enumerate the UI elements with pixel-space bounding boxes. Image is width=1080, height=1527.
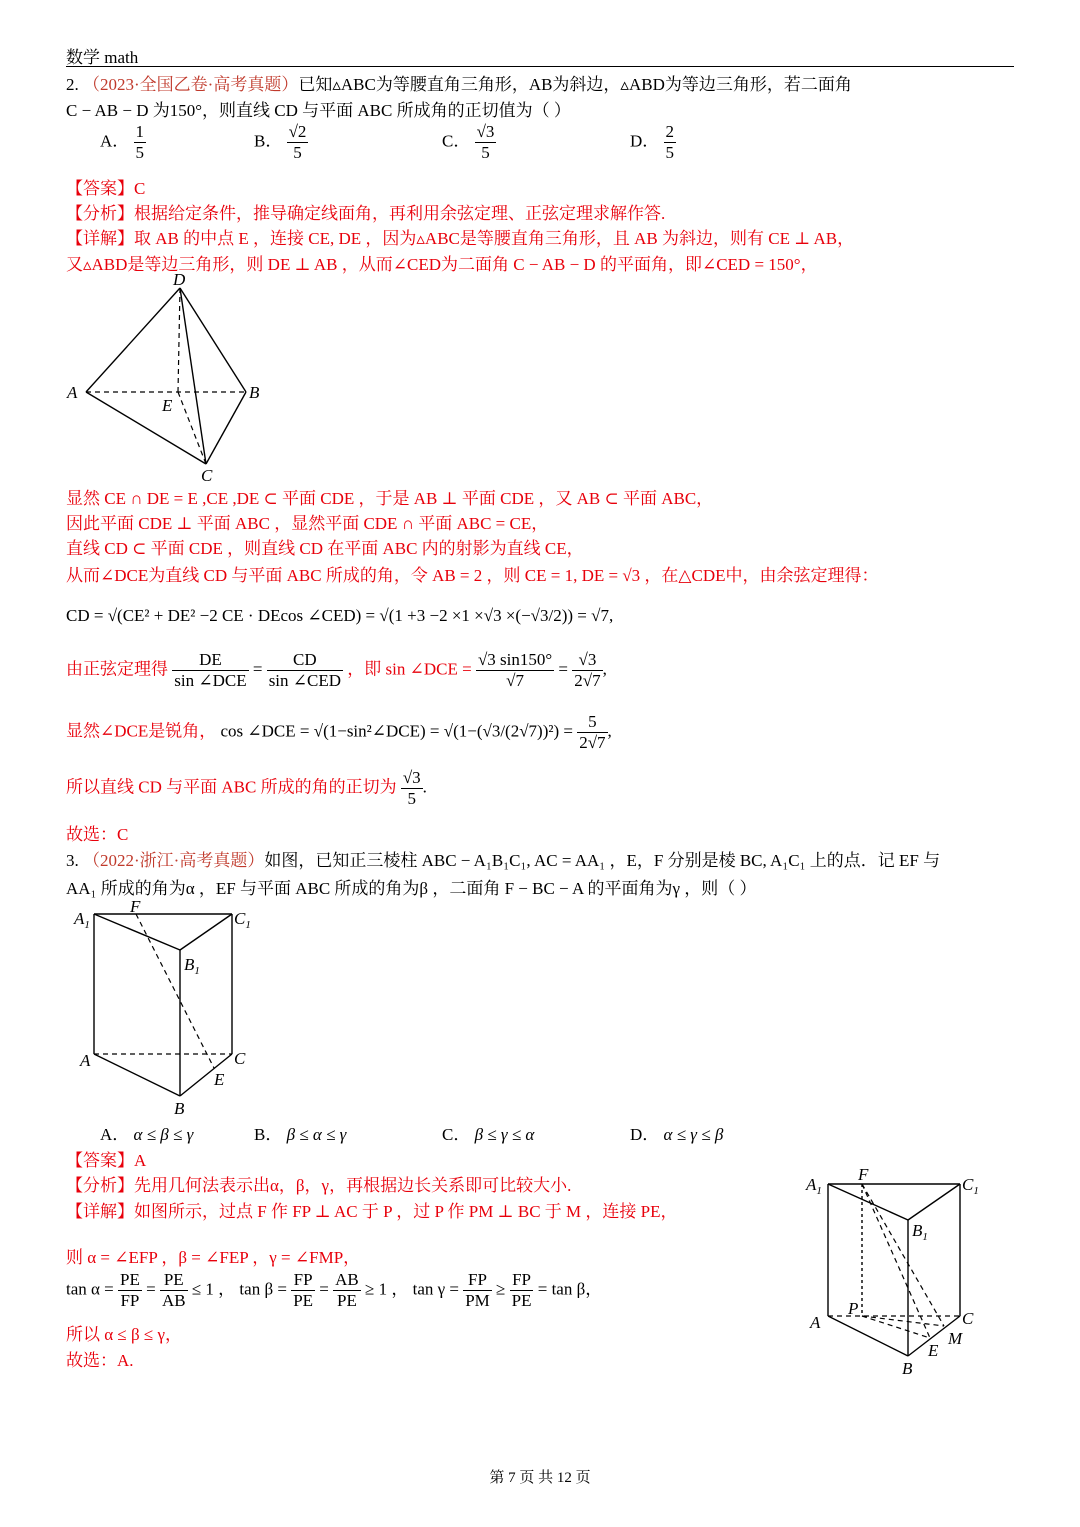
q2-detail2: 又▵ABD是等边三角形，则 DE ⊥ AB ，从而∠CED为二面角 C − AB − D 的平面角，即∠CED = 150°，	[66, 255, 818, 274]
label3-C: C	[962, 1309, 974, 1328]
q3-detail: 【详解】如图所示，过点 F 作 FP ⊥ AC 于 P ，过 P 作 PM ⊥ BC 于 M ，连接 PE，	[66, 1202, 678, 1221]
label-A1: $A_1$	[74, 909, 90, 931]
q2-answer: 【答案】C	[66, 179, 146, 198]
label-C1: $C_1$	[234, 909, 251, 931]
page-header: 数学 math	[66, 48, 139, 67]
q2-analysis: 【分析】根据给定条件，推导确定线面角，再利用余弦定理、正弦定理求解作答.	[66, 204, 666, 223]
q3-option-d: D． α ≤ γ ≤ β	[630, 1125, 724, 1144]
q3-analysis: 【分析】先用几何法表示出α，β，γ，再根据边长关系即可比较大小.	[66, 1176, 572, 1195]
q3-angles: 则 α = ∠EFP ，β = ∠FEP ，γ = ∠FMP，	[66, 1248, 361, 1267]
label3-A1: $A_1$	[806, 1175, 822, 1197]
q3-conclusion: 所以 α ≤ β ≤ γ，	[66, 1325, 182, 1344]
q2-s3: 直线 CD ⊂ 平面 CDE ，则直线 CD 在平面 ABC 内的射影为直线 CE，	[66, 539, 584, 558]
label-E: E	[214, 1070, 225, 1089]
label-A: A	[80, 1051, 91, 1070]
q2-line2: C − AB − D 为150°，则直线 CD 与平面 ABC 所成角的正切值为（ ）	[66, 101, 571, 120]
q2-option-a: A． $\frac{1}{5}$	[100, 122, 145, 162]
q2-s6: 由正弦定理得 $\frac{DE}{\text{sin ∠DCE}}$ = $\frac{CD}{\text{sin ∠CED}}$ ，即 sin ∠DCE = $\frac{√3 \sin 150^\circ}{√7}$ = $\frac{√3}{2√7}$ ,	[66, 650, 607, 690]
label-C: C	[201, 466, 213, 485]
label3-C1: $C_1$	[962, 1175, 979, 1197]
page-footer: 第 7 页 共 12 页	[489, 1470, 591, 1486]
q2-option-c: C． $\frac{√3}{5}$	[442, 122, 495, 162]
label-B1: $B_1$	[184, 955, 200, 977]
label-B: B	[249, 383, 260, 402]
q2-s7: 显然∠DCE是锐角， cos ∠DCE = √(1−sin²∠DCE) = √(1−(√3/(2√7))²) = $\frac{5}{2√7}$ ,	[66, 712, 612, 752]
q2-choice: 故选：C	[66, 825, 129, 844]
q2-line1	[66, 70, 852, 95]
label-D: D	[173, 270, 186, 289]
q3-source: （2022·浙江·高考真题）	[83, 851, 265, 870]
q2-option-d: D． $\frac{2}{5}$	[630, 122, 675, 162]
q2-s4: 从而∠DCE为直线 CD 与平面 ABC 所成的角，令 AB = 2 ，则 CE = 1, DE = √3 ，在△CDE中，由余弦定理得：	[66, 566, 879, 585]
label-E: E	[162, 396, 173, 415]
q2-detail1: 【详解】取 AB 的中点 E ，连接 CE, DE ，因为▵ABC是等腰直角三角形，且 AB 为斜边，则有 CE ⊥ AB，	[66, 229, 855, 248]
q3-line2: AA₁ 所成的角为α ，EF 与平面 ABC 所成的角为β ，二面角 F − BC − A 的平面角为γ ，则（ ）	[66, 879, 757, 898]
label3-B1: $B_1$	[912, 1221, 928, 1243]
q2-option-a-frac: $\frac{1}{5}$	[135, 122, 145, 162]
label3-A: A	[810, 1313, 821, 1332]
label3-F: F	[858, 1165, 869, 1184]
q2-number: 2.	[66, 75, 79, 94]
q2-s8: 所以直线 CD 与平面 ABC 所成的角的正切为 $\frac{√3}{5}$ .	[66, 768, 427, 808]
prism-figure	[66, 900, 266, 1120]
label3-B: B	[902, 1359, 913, 1378]
q2-source: （2023·全国乙卷·高考真题）	[83, 75, 299, 94]
label-F: F	[130, 900, 141, 916]
q2-option-b-frac: $\frac{√2}{5}$	[288, 122, 307, 162]
label-B: B	[174, 1099, 185, 1118]
label3-M: M	[948, 1329, 963, 1348]
q3-option-c: C． β ≤ γ ≤ α	[442, 1125, 535, 1144]
label3-P: P	[848, 1299, 859, 1318]
label-A: A	[67, 383, 78, 402]
q3-number: 3.	[66, 851, 79, 870]
q2-s2: 因此平面 CDE ⊥ 平面 ABC ，显然平面 CDE ∩ 平面 ABC = CE，	[66, 514, 549, 533]
q2-option-d-frac: $\frac{2}{5}$	[665, 122, 675, 162]
q2-option-b: B． $\frac{√2}{5}$	[254, 122, 307, 162]
q2-s5: CD = √(CE² + DE² −2 CE · DEcos ∠CED) = √(1 +3 −2 ×1 ×√3 ×(−√3/2)) = √7,	[66, 606, 614, 625]
label3-E: E	[928, 1341, 939, 1360]
header-rule	[66, 66, 1014, 67]
q3-option-a: A． α ≤ β ≤ γ	[100, 1125, 194, 1144]
q3-answer: 【答案】A	[66, 1151, 147, 1170]
prism-construction-figure	[800, 1160, 1000, 1380]
q3-choice: 故选：A.	[66, 1351, 134, 1370]
q3-tan-line: tan α = $\frac{PE}{FP}$ = $\frac{PE}{AB}$ ≤ 1 ， tan β = $\frac{FP}{PE}$ = $\frac{AB}{PE}$ ≥ 1 ， tan γ = $\frac{FP}{PM}$ ≥ $\frac{FP}{PE}$ = tan β，	[66, 1270, 603, 1310]
q3-option-b: B． β ≤ α ≤ γ	[254, 1125, 347, 1144]
label-C: C	[234, 1049, 246, 1068]
q3-line1	[66, 846, 940, 871]
tetrahedron-figure	[60, 268, 280, 486]
q3-text1: 如图，已知正三棱柱 ABC − A₁B₁C₁, AC = AA₁ ，E，F 分别是棱 BC, A₁C₁ 上的点．记 EF 与	[264, 851, 941, 870]
q2-option-c-frac: $\frac{√3}{5}$	[476, 122, 495, 162]
q2-text1: 已知▵ABC为等腰直角三角形，AB为斜边，▵ABD为等边三角形，若二面角	[298, 75, 852, 94]
q2-s1: 显然 CE ∩ DE = E ,CE ,DE ⊂ 平面 CDE ，于是 AB ⊥ 平面 CDE ，又 AB ⊂ 平面 ABC，	[66, 489, 714, 508]
